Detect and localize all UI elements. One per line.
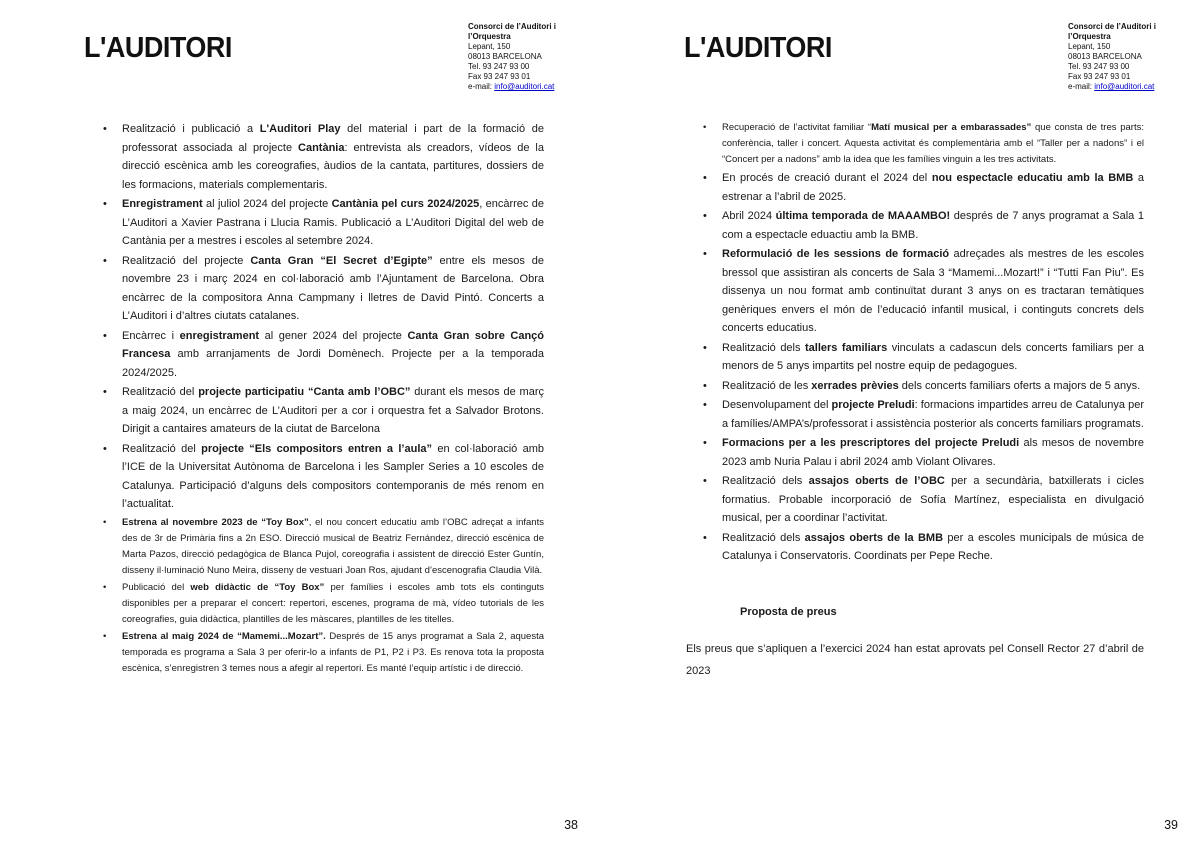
bullet-item [686, 472, 1144, 528]
bullet-marker: • [703, 399, 707, 411]
bullet-marker: • [103, 123, 107, 135]
bullet-text: Abril 2024 última temporada de MAAAMBO! després de 7 anys programat a Sala 1 com a espectacle eduactiu amb la BMB. [722, 210, 1144, 241]
letterhead-address-line: 08013 BARCELONA [1068, 52, 1142, 61]
bullet-text: Desenvolupament del projecte Preludi: formacions impartides arreu de Catalunya per a famílies/AMPA’s/professorat i assistència posterior als concerts familiars programats. [722, 399, 1144, 430]
bullet-text: Realització i publicació a L'Auditori Play del material i part de la formació de professorat associada al projecte Cantània: entrevista als creadors, vídeos de la direcció escènica amb les coreografies, àudios de la cantata, partitures, dossiers de les formacions, materials complementaris. [122, 123, 544, 191]
bullet-marker: • [703, 475, 707, 487]
bullet-item [686, 434, 1144, 471]
bullet-text: Realització dels assajos oberts de la BMB per a escoles municipals de música de Catalunya i Conservatoris. Coordinats per Pepe Reche. [722, 531, 1144, 562]
bullet-item [686, 120, 1144, 168]
bullet-text: Publicació del web didàctic de “Toy Box” per famílies i escoles amb tots els continguts disponibles per a preparar el concert: repertori, escenes, programa de mà, vídeo tutorials de les coreografies, guia didàctica, plantilles de les màscares, plantilles de les titelles. [122, 581, 544, 625]
page-content [686, 120, 1144, 682]
bullet-marker: • [103, 329, 107, 342]
page-number: 39 [1164, 818, 1178, 832]
bullet-item [686, 377, 1144, 396]
bullet-item [86, 383, 544, 439]
bullet-item [686, 529, 1144, 566]
bullet-text: Estrena al novembre 2023 de “Toy Box”, el nou concert educatiu amb l’OBC adreçat a infants des de 3r de Primària fins a 2n ESO. Direcció musical de Beatriz Fernández, direcció escènica de Marta Pazos, direcció pedagògica de Blanca Pujol, coreografia i assistent de direcció Ester Guntín, disseny il·luminació Nuno Meira, disseny de vestuari Joan Ros, ajudant d’escenografia Claudia Vilà. [122, 516, 544, 576]
letterhead-email-line [468, 82, 580, 92]
letterhead-phone-line: Tel. 93 247 93 00 [1068, 62, 1130, 71]
bullet-item [86, 120, 544, 194]
email-label: e-mail: [1068, 82, 1093, 91]
auditori-logo: L'AUDITORI [84, 32, 232, 64]
bullet-item [86, 195, 544, 251]
bullet-text: Realització del projecte Canta Gran “El Secret d’Egipte” entre els mesos de novembre 23 i març 2024 en col·laboració amb l’Ajuntament de Barcelona. Obra encàrrec de la compositora Anna Campmany i lletres de David Pintó. Concerts a L’Auditori i d’altres ciutats catalanes. [122, 254, 544, 322]
bullet-marker: • [103, 254, 107, 267]
letterhead-address-line: 08013 BARCELONA [468, 52, 542, 61]
bullet-item [686, 169, 1144, 206]
bullet-marker: • [103, 198, 107, 210]
auditori-logo: L'AUDITORI [684, 32, 832, 64]
bullet-text: Realització del projecte participatiu “Canta amb l’OBC” durant els mesos de març a maig 2024, un encàrrec de L’Auditori per a cor i orquestra fet a Salvador Brotons. Dirigit a cantaires amateurs de la ciutat de Barcelona [122, 386, 544, 435]
letterhead-org: Consorci de l’Auditori i l’Orquestra [1068, 22, 1157, 41]
email-link[interactable]: info@auditori.cat [494, 82, 555, 91]
letterhead-address-line: Lepant, 150 [1068, 42, 1111, 51]
bullet-item [86, 629, 544, 677]
bullet-marker: • [103, 516, 107, 528]
bullet-item [686, 339, 1144, 376]
bullet-text: Realització de les xerrades prèvies dels concerts familiars oferts a majors de 5 anys. [722, 379, 1141, 392]
bullet-marker: • [103, 442, 107, 455]
letterhead-email-line [1068, 82, 1180, 92]
letterhead-fax-line: Fax 93 247 93 01 [468, 72, 531, 81]
letterhead [468, 22, 580, 92]
bullet-item [86, 327, 544, 383]
letterhead-phone-line: Tel. 93 247 93 00 [468, 62, 530, 71]
bullet-text: Realització dels tallers familiars vinculats a cadascun dels concerts familiars per a menors de 5 anys impartits pel nostre equip de pedagogues. [722, 341, 1145, 372]
bullet-text: Recuperació de l’activitat familiar “Matí musical per a embarassades” que consta de tres parts: conferència, taller i concert. Aquesta activitat és complementària amb el “Taller per a nadons” i el “Concert per a nadons” amb la idea que les famílies vinguin a les tres activitats. [722, 122, 1144, 165]
bullet-text: Enregistrament al juliol 2024 del projecte Cantània pel curs 2024/2025, encàrrec de L’Auditori a Xavier Pastrana i Llucia Ramis. Publicació a L’Auditori Digital del web de Cantània per a mestres i escoles al setembre 2024. [122, 198, 544, 247]
letterhead-org: Consorci de l’Auditori i l’Orquestra [468, 22, 557, 41]
bullet-item [86, 440, 544, 514]
bullet-item [686, 245, 1144, 338]
bullet-text: Realització dels assajos oberts de l’OBC per a secundària, batxillerats i cicles formatius. Probable incorporació de Sofía Martínez, especialista en divulgació musical, per a coordinar l’activitat. [722, 475, 1145, 524]
bullet-marker: • [103, 630, 107, 642]
bullet-item [86, 515, 544, 579]
bullet-item [686, 207, 1144, 244]
bullet-marker: • [703, 341, 707, 354]
bullet-text: Estrena al maig 2024 de “Mamemi...Mozart”. Després de 15 anys programat a Sala 2, aquesta temporada es programa a Sala 3 per oferir-lo a infants de P1, P2 i P3. Es renova tota la proposta escènica, s’enregistren 3 temes nous a afegir al repertori. Es manté l’equip artístic i de direcció. [122, 630, 544, 674]
bullet-marker: • [103, 581, 107, 593]
bullet-marker: • [703, 437, 707, 449]
bullet-item [686, 396, 1144, 433]
bullet-item [86, 252, 544, 326]
bullet-text: Formacions per a les prescriptores del projecte Preludi als mesos de novembre 2023 amb Nuria Palau i abril 2024 amb Violant Olivares. [722, 437, 1145, 468]
bullet-marker: • [103, 386, 107, 398]
page-content [86, 120, 544, 678]
bullet-marker: • [703, 531, 707, 544]
letterhead [1068, 22, 1180, 92]
bullet-marker: • [703, 122, 707, 133]
email-label: e-mail: [468, 82, 493, 91]
paragraph: Els preus que s’apliquen a l’exercici 2024 han estat aprovats pel Consell Rector 27 d’abril de 2023 [686, 642, 1144, 677]
bullet-text: Reformulació de les sessions de formació adreçades als mestres de les escoles bressol que assistiran als concerts de Sala 3 “Mamemi...Mozart!” i “Tutti Fan Piu”. Es dissenya un nou format amb continuïtat durant 3 anys on es tractaran temàtiques genèriques envers el món de l’educació infantil musical, i continguts concrets dels concerts educatius. [722, 248, 1144, 334]
email-link[interactable]: info@auditori.cat [1094, 82, 1155, 91]
bullet-marker: • [703, 210, 707, 222]
bullet-marker: • [703, 379, 707, 392]
bullet-text: En procés de creació durant el 2024 del nou espectacle educatiu amb la BMB a estrenar a l’abril de 2025. [722, 172, 1144, 203]
letterhead-address-line: Lepant, 150 [468, 42, 511, 51]
bullet-item [86, 580, 544, 628]
bullet-text: Encàrrec i enregistrament al gener 2024 del projecte Canta Gran sobre Cançó Francesa amb arranjaments de Jordi Domènech. Projecte per a la temporada 2024/2025. [122, 329, 544, 379]
page-number: 38 [564, 818, 578, 832]
bullet-text: Realització del projecte “Els compositors entren a l’aula” en col·laboració amb l’ICE de la Universitat Autònoma de Barcelona i les Sampler Series a 10 escoles de Catalunya. Participació d’alguns dels compositors contemporanis de més renom en l’actualitat. [122, 442, 545, 510]
page-39 [600, 0, 1200, 848]
bullet-marker: • [703, 248, 707, 260]
section-heading: Proposta de preus [740, 605, 837, 618]
bullet-marker: • [703, 172, 707, 184]
letterhead-fax-line: Fax 93 247 93 01 [1068, 72, 1131, 81]
